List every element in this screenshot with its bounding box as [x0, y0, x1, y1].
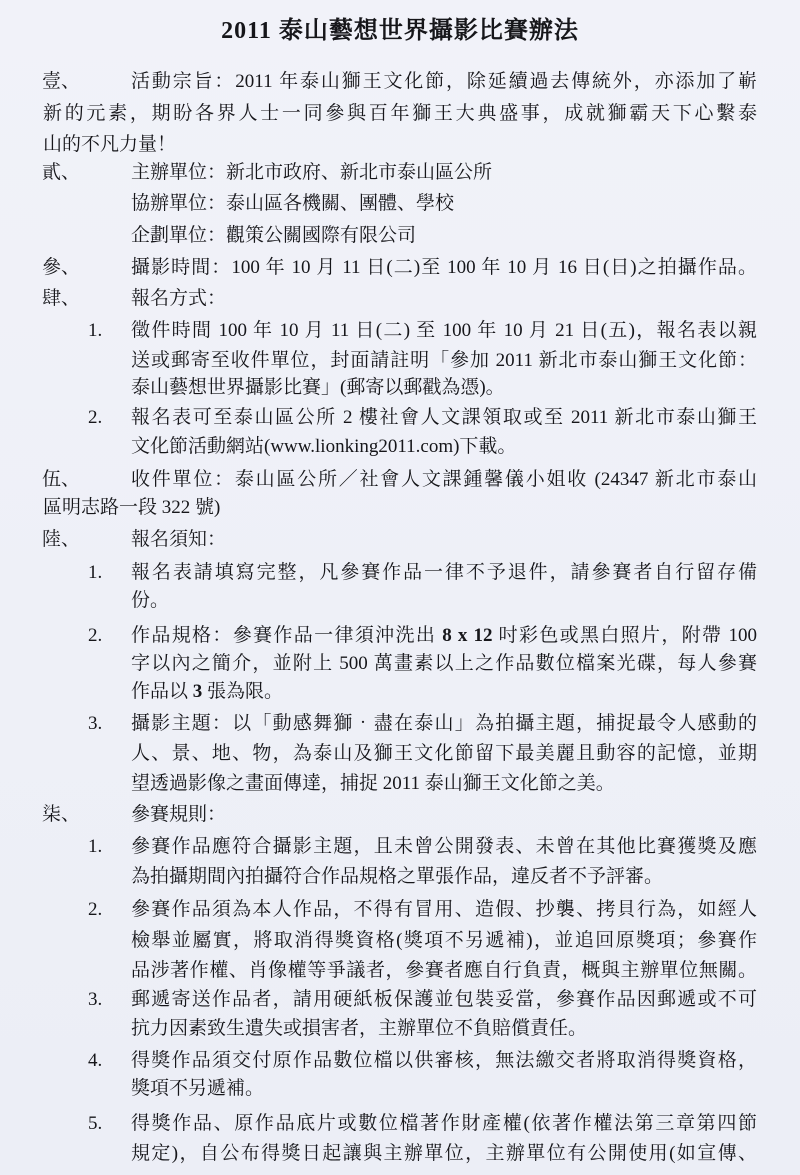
rule-item-number: 3. [88, 989, 103, 1010]
section-marker-registration: 肆、 [42, 288, 81, 309]
registration-item-number: 2. [88, 407, 103, 428]
section-marker-shooting-period: 參、 [42, 257, 81, 278]
registration-item-line: 文化節活動網站(www.lionking2011.com)下載。 [131, 436, 517, 457]
entry-notice-item-number: 2. [88, 625, 103, 646]
rule-item-line: 郵遞寄送作品者，請用硬紙板保護並包裝妥當，參賽作品因郵遞或不可 [131, 989, 757, 1010]
organizer-line: 主辦單位：新北市政府、新北市泰山區公所 [131, 162, 493, 183]
recipient-address-line: 區明志路一段 322 號) [43, 497, 221, 518]
registration-item-line: 送或郵寄至收件單位，封面請註明「參加 2011 新北市泰山獅王文化節： [131, 350, 757, 371]
entry-notice-item-line: 望透過影像之畫面傳達，捕捉 2011 泰山獅王文化節之美。 [131, 773, 615, 794]
rule-item-number: 1. [88, 836, 103, 857]
entry-notice-heading: 報名須知： [131, 529, 227, 550]
entry-notice-text: 張為限。 [202, 681, 284, 702]
registration-item-line: 報名表可至泰山區公所 2 樓社會人文課領取或至 2011 新北市泰山獅王 [131, 407, 757, 428]
rule-item-line: 抗力因素致生遺失或損害者，主辦單位不負賠償責任。 [131, 1018, 588, 1039]
registration-item-line: 泰山藝想世界攝影比賽」(郵寄以郵戳為憑)。 [131, 377, 505, 398]
entry-notice-text: 吋彩色或黑白照片，附帶 100 [492, 625, 757, 646]
rule-item-line: 參賽作品須為本人作品，不得有冒用、造假、抄襲、拷貝行為，如經人 [131, 899, 757, 920]
entry-notice-item-line [131, 622, 757, 650]
rule-item-number: 4. [88, 1050, 103, 1071]
section-marker-organizers: 貳、 [42, 162, 81, 183]
registration-item-line: 徵件時間 100 年 10 月 11 日(二) 至 100 年 10 月 21 日(五)，報名表以親 [131, 320, 757, 341]
shooting-period-line: 攝影時間：100 年 10 月 11 日(二)至 100 年 10 月 16 日(日)之拍攝作品。 [131, 257, 757, 278]
entry-notice-item-number: 3. [88, 713, 103, 734]
section-marker-purpose: 壹、 [42, 71, 81, 92]
section-marker-recipient: 伍、 [42, 469, 81, 490]
registration-heading: 報名方式： [131, 288, 227, 309]
entry-notice-item-line: 人、景、地、物，為泰山及獅王文化節留下最美麗且動容的記憶，並期 [131, 743, 757, 764]
entry-notice-item-line: 報名表請填寫完整，凡參賽作品一律不予退件，請參賽者自行留存備 [131, 562, 757, 583]
entry-notice-item-number: 1. [88, 562, 103, 583]
rule-item-number: 2. [88, 899, 103, 920]
document-title: 2011 泰山藝想世界攝影比賽辦法 [221, 18, 579, 44]
rule-item-line: 得獎作品、原作品底片或數位檔著作財產權(依著作權法第三章第四節 [131, 1113, 757, 1134]
rule-item-line: 獎項不另遞補。 [131, 1078, 265, 1099]
entry-notice-item-line: 份。 [131, 590, 170, 611]
recipient-address-line: 收件單位：泰山區公所／社會人文課鍾馨儀小姐收 (24347 新北市泰山 [131, 469, 757, 490]
rule-item-line: 規定)，自公布得獎日起讓與主辦單位，主辦單位有公開使用(如宣傳、 [131, 1143, 757, 1164]
purpose-line: 新的元素，期盼各界人士一同參與百年獅王大典盛事，成就獅霸天下心繫泰 [43, 103, 757, 124]
entry-notice-text: 作品以 [131, 681, 193, 702]
max-entries-value: 3 [192, 681, 203, 702]
section-marker-entry-notice: 陸、 [42, 529, 81, 550]
registration-item-number: 1. [88, 320, 103, 341]
rule-item-line: 為拍攝期間內拍攝符合作品規格之單張作品，違反者不予評審。 [131, 866, 664, 887]
entry-notice-item-line [131, 678, 757, 706]
purpose-line: 活動宗旨：2011 年泰山獅王文化節，除延續過去傳統外，亦添加了嶄 [131, 71, 757, 92]
entry-notice-text: 作品規格：參賽作品一律須沖洗出 [131, 625, 443, 646]
print-size-value: 8 x 12 [442, 625, 493, 646]
rule-item-number: 5. [88, 1113, 103, 1134]
rule-item-line: 得獎作品須交付原作品數位檔以供審核，無法繳交者將取消得獎資格， [131, 1050, 757, 1071]
purpose-line: 山的不凡力量！ [43, 134, 177, 155]
section-marker-rules: 柒、 [42, 804, 81, 825]
planner-line: 企劃單位：觀策公關國際有限公司 [131, 225, 417, 246]
co-organizer-line: 協辦單位：泰山區各機關、團體、學校 [131, 193, 455, 214]
entry-notice-item-line: 字以內之簡介，並附上 500 萬畫素以上之作品數位檔案光碟，每人參賽 [131, 653, 757, 674]
rules-heading: 參賽規則： [131, 804, 227, 825]
entry-notice-item-line: 攝影主題：以「動感舞獅‧盡在泰山」為拍攝主題，捕捉最令人感動的 [131, 713, 757, 734]
rule-item-line: 檢舉並屬實，將取消得獎資格(獎項不另遞補)，並追回原獎項；參賽作 [131, 930, 757, 951]
rule-item-line: 參賽作品應符合攝影主題，且未曾公開發表、未曾在其他比賽獲獎及應 [131, 836, 757, 857]
rule-item-line: 品涉著作權、肖像權等爭議者，參賽者應自行負責，概與主辦單位無關。 [131, 960, 757, 981]
